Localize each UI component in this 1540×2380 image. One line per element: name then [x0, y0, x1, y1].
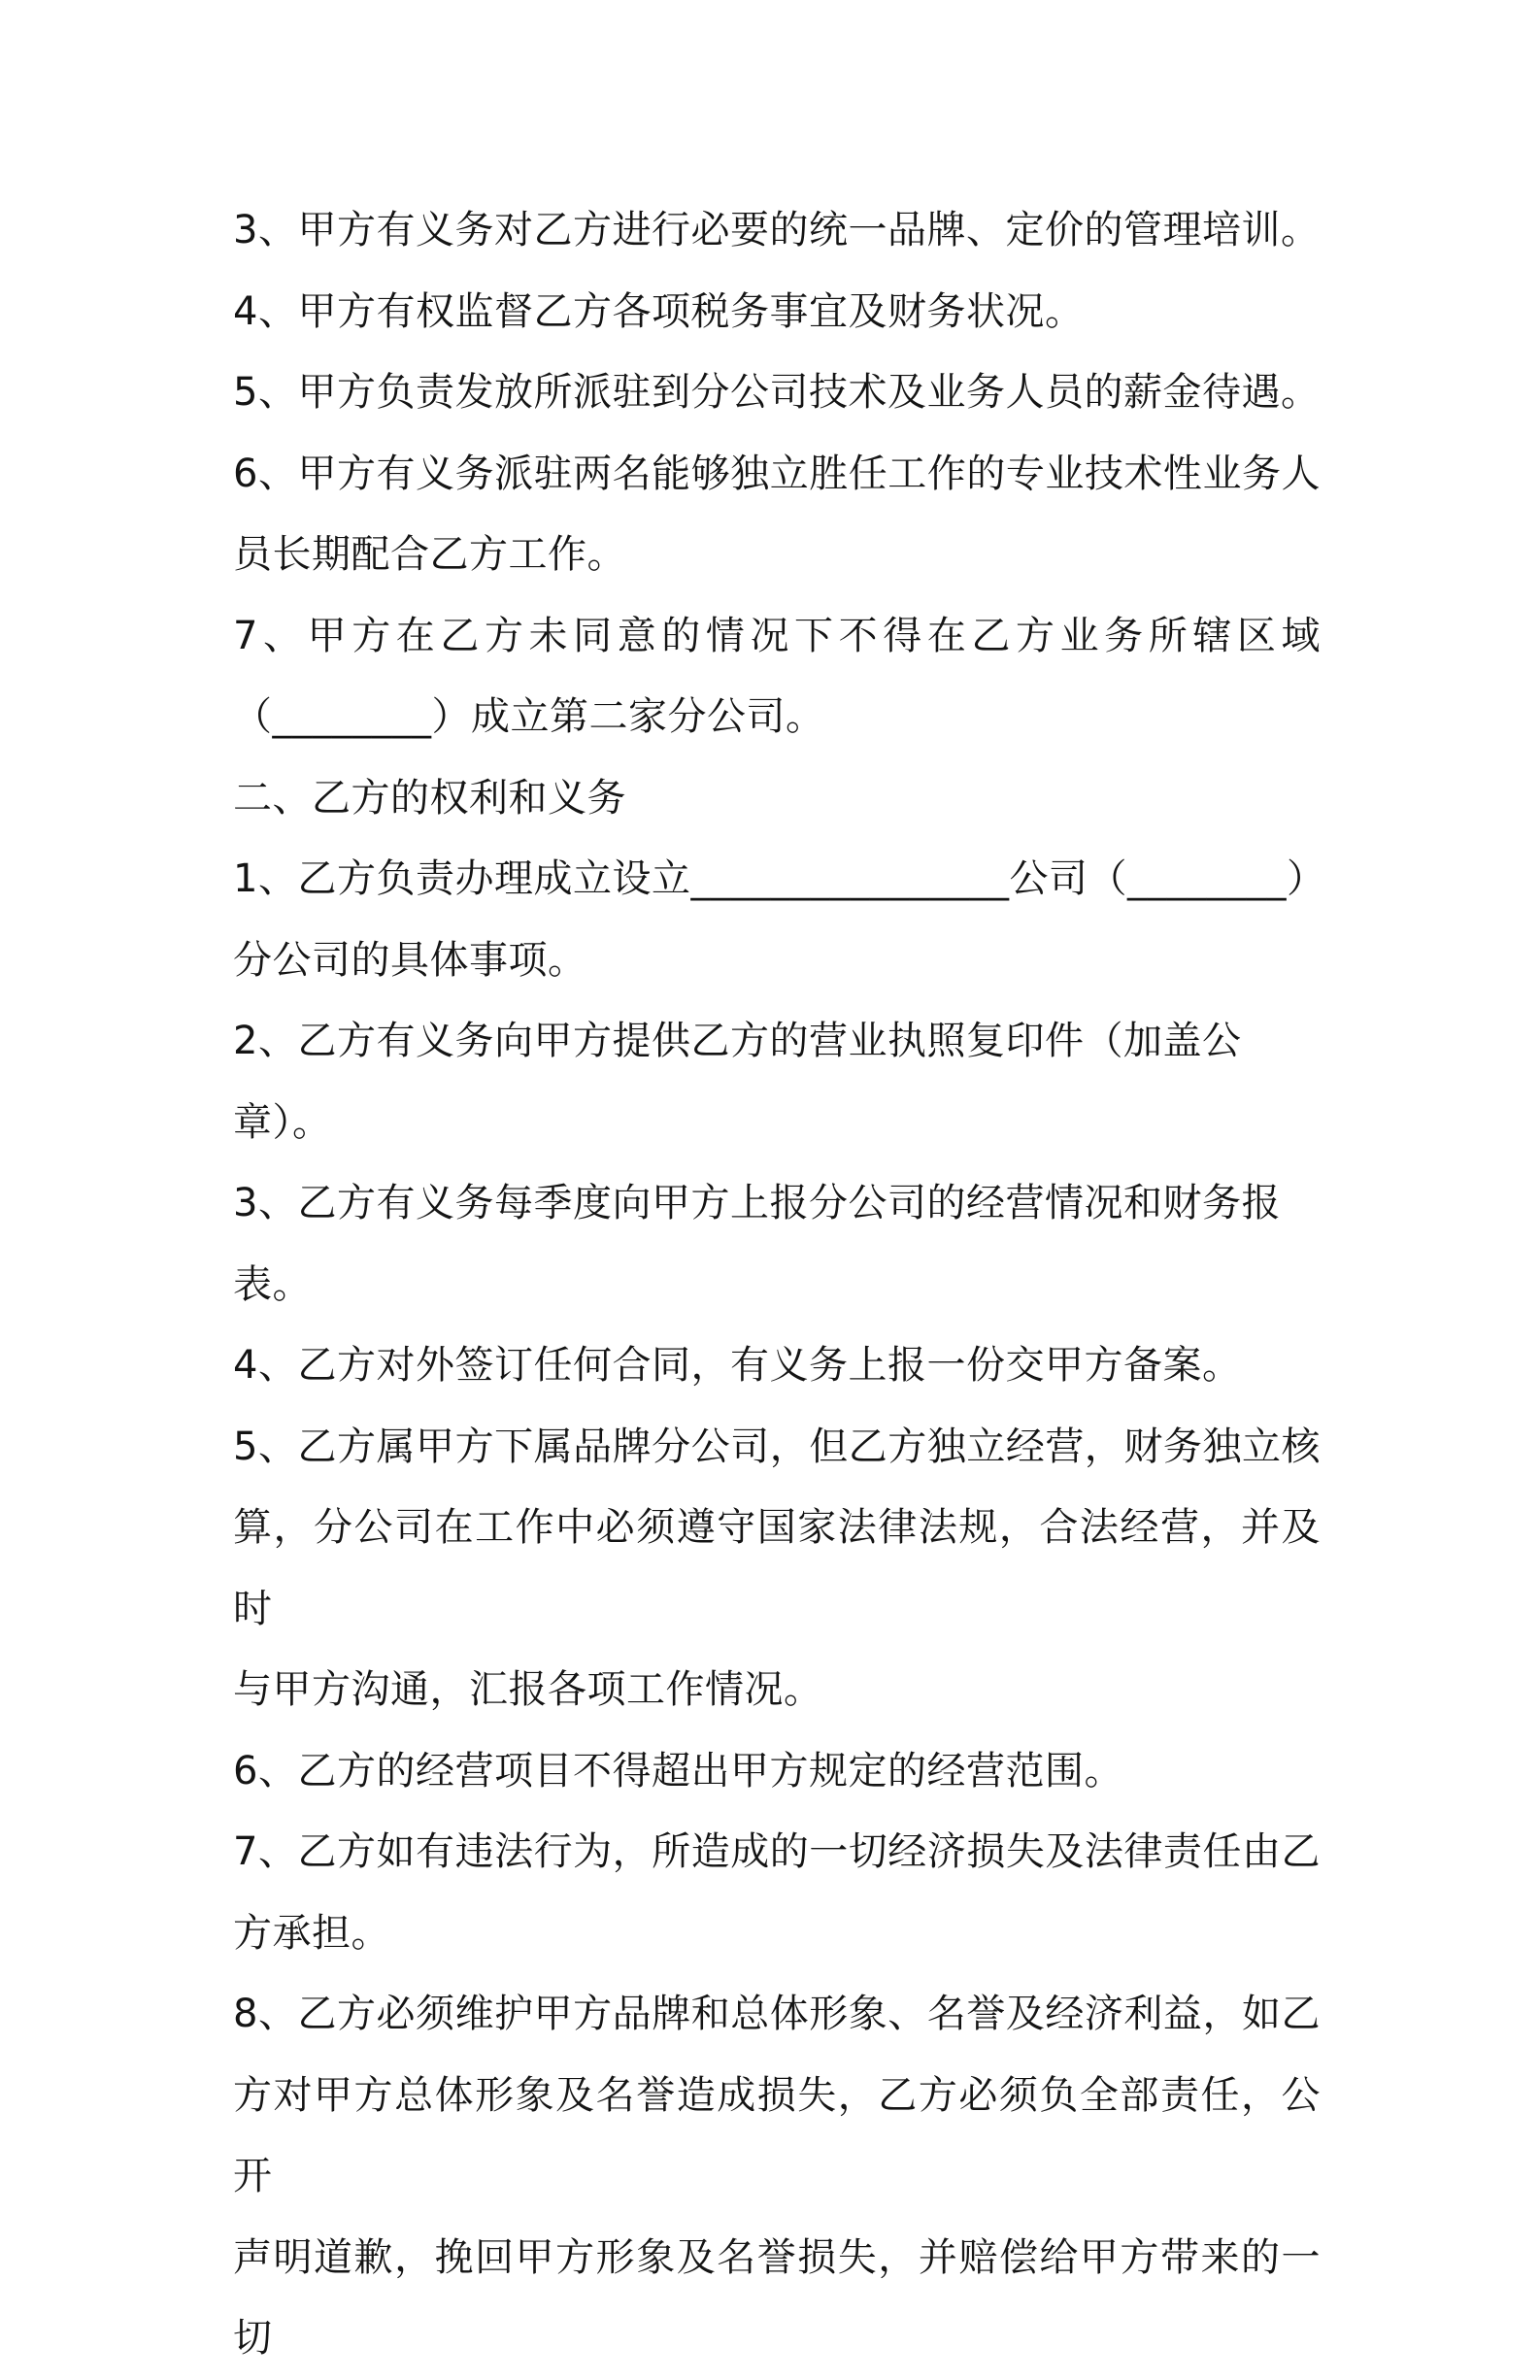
clause-yi-2: 2、乙方有义务向甲方提供乙方的营业执照复印件（加盖公章）。	[233, 1019, 1242, 1145]
clause-jia-6-line-1: 6、甲方有义务派驻两名能够独立胜任工作的专业技术性业务人	[233, 451, 1321, 496]
clause-jia-5: 5、甲方负责发放所派驻到分公司技术及业务人员的薪金待遇。	[233, 370, 1321, 415]
clause-yi-8-line-3: 声明道歉，挽回甲方形象及名誉损失，并赔偿给甲方带来的一切	[233, 2234, 1321, 2361]
clause-yi-7-line-2: 方承担。	[233, 1910, 390, 1956]
section-heading-yi: 二、乙方的权利和义务	[233, 775, 626, 821]
clause-yi-5-line-2: 算，分公司在工作中必须遵守国家法律法规，合法经营，并及时	[233, 1505, 1321, 1631]
clause-yi-4: 4、乙方对外签订任何合同，有义务上报一份交甲方备案。	[233, 1343, 1242, 1388]
clause-yi-8-line-2: 方对甲方总体形象及名誉造成损失，乙方必须负全部责任，公开	[233, 2072, 1321, 2198]
clause-yi-8-line-1: 8、乙方必须维护甲方品牌和总体形象、名誉及经济利益，如乙	[233, 1992, 1321, 2036]
clause-yi-7-line-1: 7、乙方如有违法行为，所造成的一切经济损失及法律责任由乙	[233, 1829, 1321, 1874]
clause-yi-1-line-1: 1、乙方负责办理成立设立________________公司（________）	[233, 856, 1326, 901]
clause-yi-5-line-1: 5、乙方属甲方下属品牌分公司，但乙方独立经营，财务独立核	[233, 1424, 1321, 1469]
clause-yi-3: 3、乙方有义务每季度向甲方上报分公司的经营情况和财务报表。	[233, 1181, 1281, 1307]
clause-yi-1-line-2: 分公司的具体事项。	[233, 937, 587, 983]
clause-jia-7-line-2: （________）成立第二家分公司。	[233, 694, 825, 739]
clause-jia-4: 4、甲方有权监督乙方各项税务事宜及财务状况。	[233, 288, 1085, 334]
clause-jia-7-line-1: 7、甲方在乙方未同意的情况下不得在乙方业务所辖区域	[233, 613, 1321, 658]
document-body	[233, 190, 1326, 2380]
clause-jia-3: 3、甲方有义务对乙方进行必要的统一品牌、定价的管理培训。	[233, 208, 1321, 252]
clause-jia-6-line-2: 员长期配合乙方工作。	[233, 532, 626, 577]
clause-yi-5-line-3: 与甲方沟通，汇报各项工作情况。	[233, 1667, 823, 1712]
clause-yi-6: 6、乙方的经营项目不得超出甲方规定的经营范围。	[233, 1748, 1123, 1793]
